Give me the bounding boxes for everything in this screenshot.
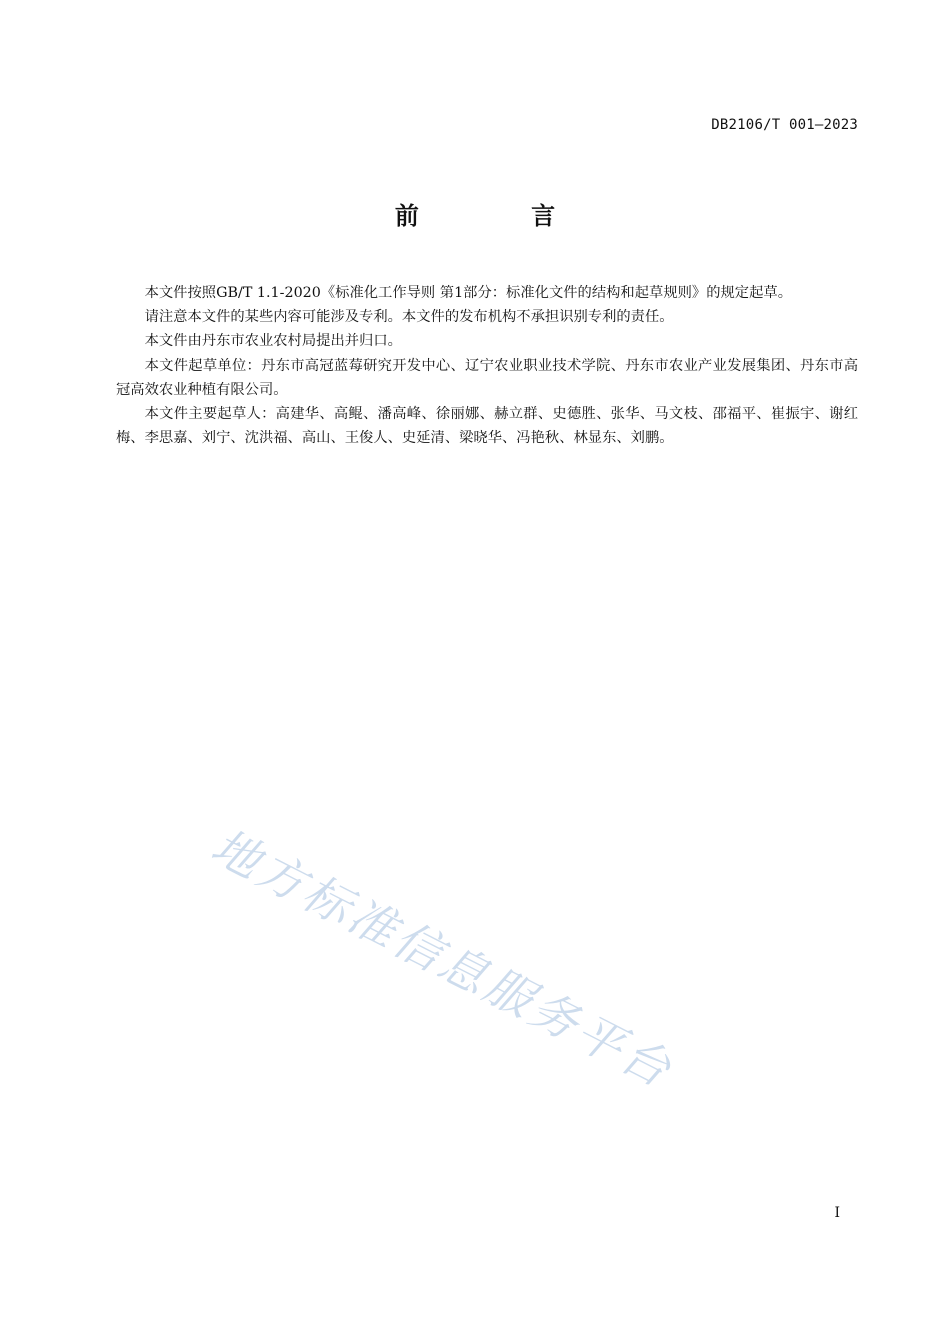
paragraph-drafting-rules: 本文件按照GB/T 1.1-2020《标准化工作导则 第1部分：标准化文件的结构和起草规则》的规定起草。 <box>144 285 792 301</box>
watermark: 地方标准信息服务平台 <box>202 818 682 1100</box>
document-code: DB2106/T 001—2023 <box>711 117 858 133</box>
foreword-body <box>116 281 858 450</box>
page-number: I <box>834 1205 840 1221</box>
paragraph-proposer: 本文件由丹东市农业农村局提出并归口。 <box>144 333 402 350</box>
paragraph-drafting-units: 本文件起草单位：丹东市高冠蓝莓研究开发中心、辽宁农业职业技术学院、丹东市农业产业发展集团、丹东市高冠高效农业种植有限公司。 <box>116 357 858 398</box>
page-title: 前 言 <box>394 202 608 230</box>
paragraph-patent-notice: 请注意本文件的某些内容可能涉及专利。本文件的发布机构不承担识别专利的责任。 <box>144 309 674 326</box>
paragraph-drafters: 本文件主要起草人：高建华、高鲲、潘高峰、徐丽娜、赫立群、史德胜、张华、马文枝、邵福平、崔振宇、谢红梅、李思嘉、刘宁、沈洪福、高山、王俊人、史延清、梁晓华、冯艳秋、林显东、刘鹏。 <box>116 406 858 447</box>
